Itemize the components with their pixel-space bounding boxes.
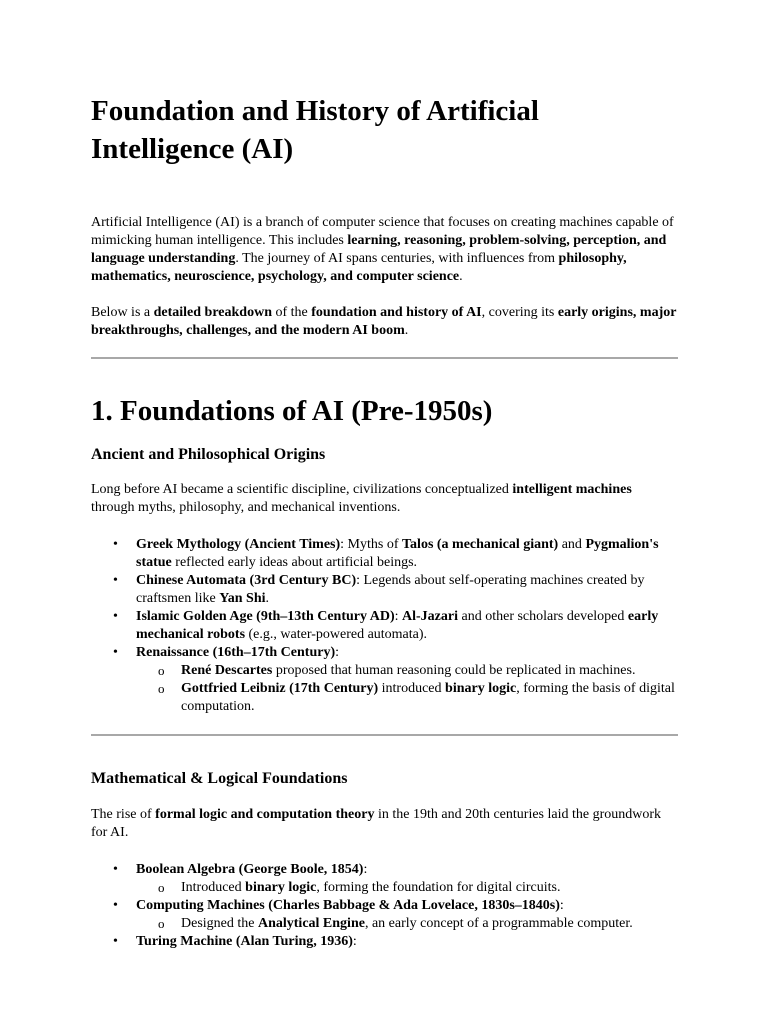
section-divider — [91, 734, 678, 736]
item-text: , forming the foundation for digital circuits. — [316, 880, 561, 895]
renaissance-sublist — [136, 662, 678, 716]
item-text: : — [559, 898, 564, 913]
item-text: Introduced — [181, 880, 246, 895]
item-bold: René Descartes — [181, 663, 273, 678]
page-title: Foundation and History of Artificial Intelligence (AI) — [91, 95, 539, 165]
item-bold: Computing Machines (Charles Babbage & Ada Lovelace, 1830s–1840s) — [136, 898, 560, 913]
sublist-item-boolean-detail — [136, 879, 678, 897]
origins-text: through myths, philosophy, and mechanical inventions. — [91, 500, 401, 515]
item-text: Designed the — [181, 916, 258, 931]
overview-text: , covering its — [481, 305, 558, 320]
item-text: (e.g., water-powered automata). — [245, 627, 428, 642]
intro-text: Artificial Intelligence (AI) is a branch of computer science that focuses on creating machines capable of mimicking human intelligence. This includes — [91, 215, 674, 248]
document-content — [91, 92, 678, 951]
item-text: . — [265, 591, 269, 606]
item-bold: binary logic — [245, 880, 317, 895]
item-text: introduced — [378, 681, 446, 696]
subsection-heading-math-logic: Mathematical & Logical Foundations — [91, 770, 348, 787]
list-item-chinese-automata — [91, 572, 678, 608]
sublist-item-leibniz — [136, 680, 678, 716]
intro-bold: learning, reasoning, problem-solving, perception, and language understanding — [91, 233, 667, 266]
item-text: , forming the basis of digital computation. — [181, 681, 675, 714]
item-bold: Islamic Golden Age (9th–13th Century AD) — [136, 609, 395, 624]
overview-bold: foundation and history of AI — [311, 305, 482, 320]
subsection-heading-origins: Ancient and Philosophical Origins — [91, 446, 326, 463]
origins-paragraph — [91, 481, 678, 517]
item-text: and other scholars developed — [458, 609, 628, 624]
item-bold: binary logic — [445, 681, 517, 696]
list-item-islamic-golden-age — [91, 608, 678, 644]
computing-sublist — [136, 915, 678, 933]
item-bold: Pygmalion's statue — [136, 537, 659, 570]
item-text: and — [558, 537, 586, 552]
intro-text: . The journey of AI spans centuries, with influences from — [235, 251, 559, 266]
intro-paragraph — [91, 214, 678, 286]
list-item-turing-machine — [91, 933, 678, 951]
item-text: , an early concept of a programmable computer. — [364, 916, 633, 931]
item-text: : — [394, 609, 403, 624]
intro-bold: philosophy, mathematics, neuroscience, psychology, and computer science — [91, 251, 627, 284]
boolean-sublist — [136, 879, 678, 897]
item-bold: Talos (a mechanical giant) — [402, 537, 559, 552]
math-logic-list — [91, 861, 678, 951]
sublist-item-descartes — [136, 662, 678, 680]
math-logic-paragraph — [91, 806, 678, 842]
origins-text: Long before AI became a scientific discipline, civilizations conceptualized — [91, 482, 513, 497]
item-bold: Chinese Automata (3rd Century BC) — [136, 573, 357, 588]
item-bold: Renaissance (16th–17th Century) — [136, 645, 336, 660]
item-text: reflected early ideas about artificial beings. — [171, 555, 418, 570]
item-text: proposed that human reasoning could be replicated in machines. — [272, 663, 636, 678]
item-bold: Yan Shi — [219, 591, 266, 606]
math-text: in the 19th and 20th centuries laid the groundwork for AI. — [91, 807, 662, 840]
section-heading-foundations: 1. Foundations of AI (Pre-1950s) — [91, 395, 493, 427]
item-text: : Legends about self-operating machines created by craftsmen like — [136, 573, 645, 606]
item-text: : — [363, 862, 368, 877]
item-bold: early mechanical robots — [136, 609, 659, 642]
math-text: The rise of — [91, 807, 156, 822]
list-item-greek-mythology — [91, 536, 678, 572]
list-item-renaissance — [91, 644, 678, 716]
item-bold: Al-Jazari — [402, 609, 458, 624]
item-bold: Gottfried Leibniz (17th Century) — [181, 681, 379, 696]
math-bold: formal logic and computation theory — [155, 807, 375, 822]
item-text: : — [335, 645, 339, 660]
overview-paragraph — [91, 304, 678, 340]
item-text: : Myths of — [340, 537, 402, 552]
item-text: : — [352, 934, 357, 949]
list-item-boolean-algebra — [91, 861, 678, 897]
origins-list — [91, 536, 678, 716]
item-bold: Greek Mythology (Ancient Times) — [136, 537, 341, 552]
overview-text: . — [404, 323, 409, 338]
overview-text: Below is a — [91, 305, 154, 320]
item-bold: Turing Machine (Alan Turing, 1936) — [136, 934, 353, 949]
section-divider — [91, 357, 678, 359]
sublist-item-analytical-engine — [136, 915, 678, 933]
overview-bold: early origins, major breakthroughs, challenges, and the modern AI boom — [91, 305, 677, 338]
overview-bold: detailed breakdown — [153, 305, 272, 320]
overview-text: of the — [271, 305, 312, 320]
item-bold: Analytical Engine — [257, 916, 365, 931]
item-bold: Boolean Algebra (George Boole, 1854) — [136, 862, 364, 877]
list-item-computing-machines — [91, 897, 678, 933]
origins-bold: intelligent machines — [512, 482, 632, 497]
intro-text: . — [459, 269, 463, 284]
